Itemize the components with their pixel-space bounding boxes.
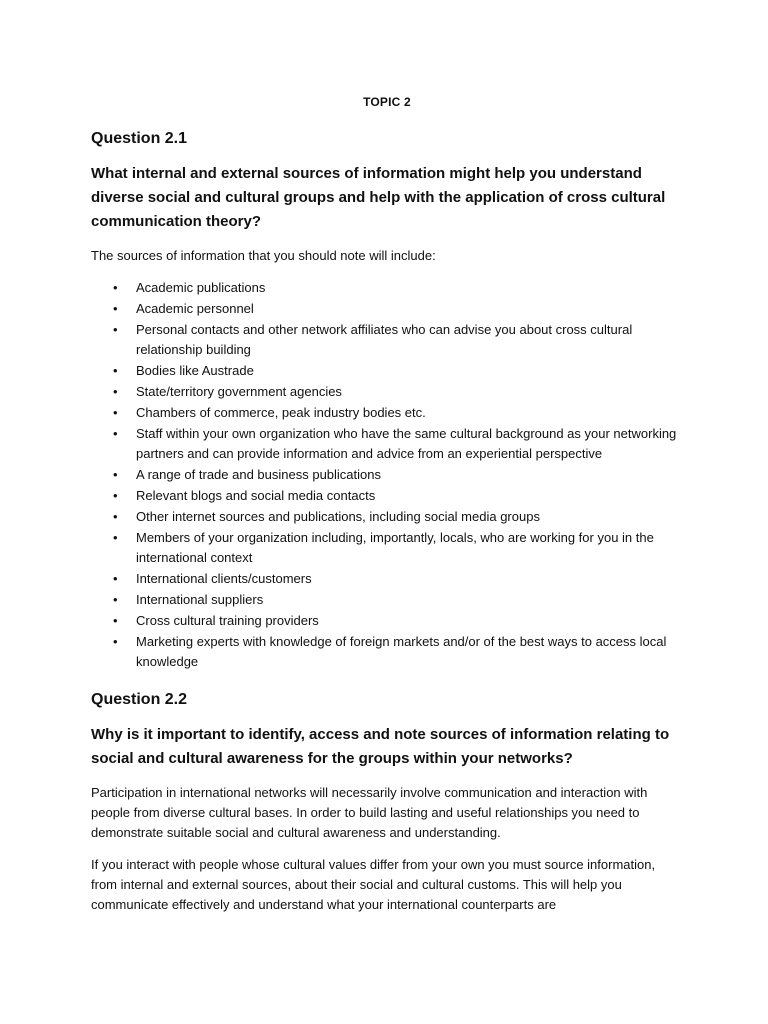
bullet-icon: • [113, 467, 118, 482]
list-item: • A range of trade and business publications [91, 465, 683, 485]
list-item: • Cross cultural training providers [91, 611, 683, 631]
bullet-icon: • [113, 592, 118, 607]
sources-list [91, 278, 683, 672]
question-2-1-heading: Question 2.1 [91, 130, 188, 147]
question-2-2-paragraph-1: Participation in international networks will necessarily involve communication and interaction with people from diverse cultural bases. In order to build lasting and useful relationships you need to demonstrate suitable social and cultural awareness and understanding. [91, 785, 648, 840]
list-item: • Staff within your own organization who have the same cultural background as your networking partners and can provide information and advice from an experiential perspective [113, 426, 677, 461]
question-2-1-intro: The sources of information that you should note will include: [91, 248, 436, 263]
bullet-icon: • [113, 405, 118, 420]
list-item: • Other internet sources and publications, including social media groups [91, 507, 683, 527]
bullet-icon: • [113, 426, 118, 441]
bullet-icon: • [113, 280, 118, 295]
document-content [91, 95, 683, 927]
bullet-icon: • [113, 509, 118, 524]
bullet-icon: • [113, 488, 118, 503]
list-item: • Bodies like Austrade [91, 361, 683, 381]
bullet-icon: • [113, 613, 118, 628]
bullet-icon: • [113, 363, 118, 378]
list-item: • Chambers of commerce, peak industry bodies etc. [91, 403, 683, 423]
list-item: • Academic personnel [91, 299, 683, 319]
topic-title: TOPIC 2 [363, 95, 411, 109]
bullet-icon: • [113, 571, 118, 586]
question-2-2-heading: Question 2.2 [91, 691, 188, 708]
bullet-icon: • [113, 322, 118, 337]
list-item: • Relevant blogs and social media contacts [91, 486, 683, 506]
list-item: • State/territory government agencies [91, 382, 683, 402]
bullet-icon: • [113, 384, 118, 399]
bullet-icon: • [113, 634, 118, 649]
list-item: • International clients/customers [91, 569, 683, 589]
list-item: • International suppliers [91, 590, 683, 610]
list-item: • Members of your organization including, importantly, locals, who are working for you in the international context [113, 530, 654, 565]
bullet-icon: • [113, 530, 118, 545]
question-2-1-text: What internal and external sources of information might help you understand diverse social and cultural groups and help with the application of cross cultural communication theory? [91, 165, 666, 230]
list-item: • Marketing experts with knowledge of foreign markets and/or of the best ways to access local knowledge [113, 634, 667, 669]
list-item: • Personal contacts and other network affiliates who can advise you about cross cultural relationship building [113, 322, 633, 357]
question-2-2-text: Why is it important to identify, access and note sources of information relating to social and cultural awareness for the groups within your networks? [91, 726, 670, 767]
bullet-icon: • [113, 301, 118, 316]
question-2-2-paragraph-2: If you interact with people whose cultural values differ from your own you must source information, from internal and external sources, about their social and cultural customs. This will help you communicate effectively and understand what your international counterparts are [91, 857, 656, 912]
list-item: • Academic publications [91, 278, 683, 298]
